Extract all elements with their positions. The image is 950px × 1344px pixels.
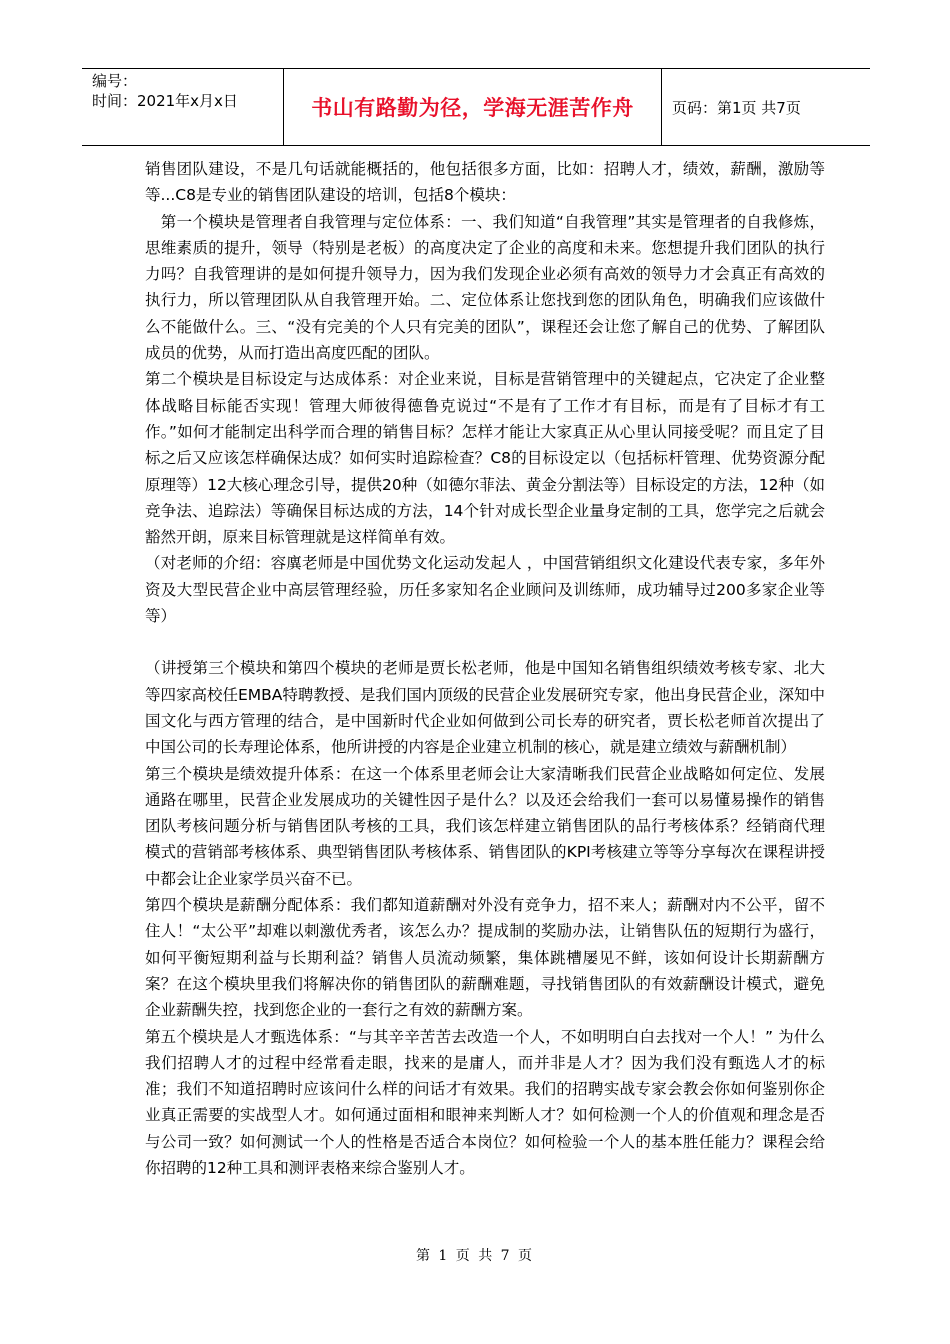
- paragraph-module-2: 第二个模块是目标设定与达成体系：对企业来说，目标是营销管理中的关键起点，它决定了企业整体战略目标能否实现！管理大师彼得德鲁克说过“不是有了工作才有目标，而是有了目标才有工作。”如何才能制定出科学而合理的销售目标？怎样才能让大家真正从心里认同接受呢？而且定了目标之后又应该怎样确保达成？如何实时追踪检查？C8的目标设定以（包括标杆管理、优势资源分配原理等）12大核心理念引导，提供20种（如德尔菲法、黄金分割法等）目标设定的方法，12种（如竞争法、追踪法）等确保目标达成的方法，14个针对成长型企业量身定制的工具，您学完之后就会豁然开朗，原来目标管理就是这样简单有效。: [145, 370, 825, 547]
- paragraph-module-5: 第五个模块是人才甄选体系：“与其辛辛苦苦去改造一个人，不如明明白白去找对一个人！” 为什么我们招聘人才的过程中经常看走眼，找来的是庸人，而并非是人才？因为我们没有甄选人才的标准；我们不知道招聘时应该问什么样的问话才有效果。我们的招聘实战专家会教会你如何鉴别你企业真正需要的实战型人才。如何通过面相和眼神来判断人才？如何检测一个人的价值观和理念是否与公司一致？如何测试一个人的性格是否适合本岗位？如何检验一个人的基本胜任能力？课程会给你招聘的12种工具和测评表格来综合鉴别人才。: [145, 1027, 825, 1177]
- paragraph-teacher-jia: （讲授第三个模块和第四个模块的老师是贾长松老师，他是中国知名销售组织绩效考核专家、北大等四家高校任EMBA特聘教授、是我们国内顶级的民营企业发展研究专家，他出身民营企业，深知中国文化与西方管理的结合，是中国新时代企业如何做到公司长寿的研究者，贾长松老师首次提出了中国公司的长寿理论体系，他所讲授的内容是企业建立机制的核心，就是建立绩效与薪酬机制）: [145, 659, 825, 757]
- paragraph-module-1: 第一个模块是管理者自我管理与定位体系：一、我们知道“自我管理”其实是管理者的自我修炼，思维素质的提升，领导（特别是老板）的高度决定了企业的高度和未来。您想提升我们团队的执行力吗？自我管理讲的是如何提升领导力，因为我们发现企业必须有高效的领导力才会真正有高效的执行力，所以管理团队从自我管理开始。二、定位体系让您找到您的团队角色，明确我们应该做什么不能做什么。三、“没有完美的个人只有完美的团队”，课程还会让您了解自己的优势、了解团队成员的优势，从而打造出高度匹配的团队。: [145, 212, 825, 363]
- document-number-label: 编号：: [92, 72, 138, 90]
- page-footer: 第 1 页 共 7 页: [415, 1248, 535, 1264]
- paragraph-intro: 销售团队建设，不是几句话就能概括的，他包括很多方面，比如：招聘人才，绩效，薪酬，激励等等...C8是专业的销售团队建设的培训，包括8个模块：: [145, 160, 825, 205]
- header-motto: 书山有路勤为径，学海无涯苦作舟: [284, 69, 662, 145]
- paragraph-module-4: 第四个模块是薪酬分配体系：我们都知道薪酬对外没有竞争力，招不来人；薪酬对内不公平，留不住人！“太公平”却难以刺激优秀者，该怎么办？提成制的奖励办法，让销售队伍的短期行为盛行，如何平衡短期利益与长期利益？销售人员流动频繁，集体跳槽屡见不鲜，该如何设计长期薪酬方案？在这个模块里我们将解决你的销售团队的薪酬难题，寻找销售团队的有效薪酬设计模式，避免企业薪酬失控，找到您企业的一套行之有效的薪酬方案。: [145, 896, 825, 1020]
- document-body: [145, 156, 825, 1181]
- header-meta-cell: [82, 69, 284, 145]
- paragraph-module-3: 第三个模块是绩效提升体系：在这一个体系里老师会让大家清晰我们民营企业战略如何定位、发展通路在哪里，民营企业发展成功的关键性因子是什么？以及还会给我们一套可以易懂易操作的销售团队考核问题分析与销售团队考核的工具，我们该怎样建立销售团队的品行考核体系？经销商代理模式的营销部考核体系、典型销售团队考核体系、销售团队的KPI考核建立等等分享每次在课程讲授中都会让企业家学员兴奋不已。: [145, 764, 825, 888]
- document-date-label: 时间：2021年x月x日: [92, 92, 238, 110]
- header-page-number: 页码：第1页 共7页: [672, 98, 801, 117]
- page-header: [82, 68, 870, 146]
- paragraph-teacher-intro: （对老师的介绍：容廙老师是中国优势文化运动发起人 ，中国营销组织文化建设代表专家，多年外资及大型民营企业中高层管理经验，历任多家知名企业顾问及训练师，成功辅导过200多家企业等等）: [145, 554, 825, 626]
- paragraph-spacer: [145, 629, 825, 655]
